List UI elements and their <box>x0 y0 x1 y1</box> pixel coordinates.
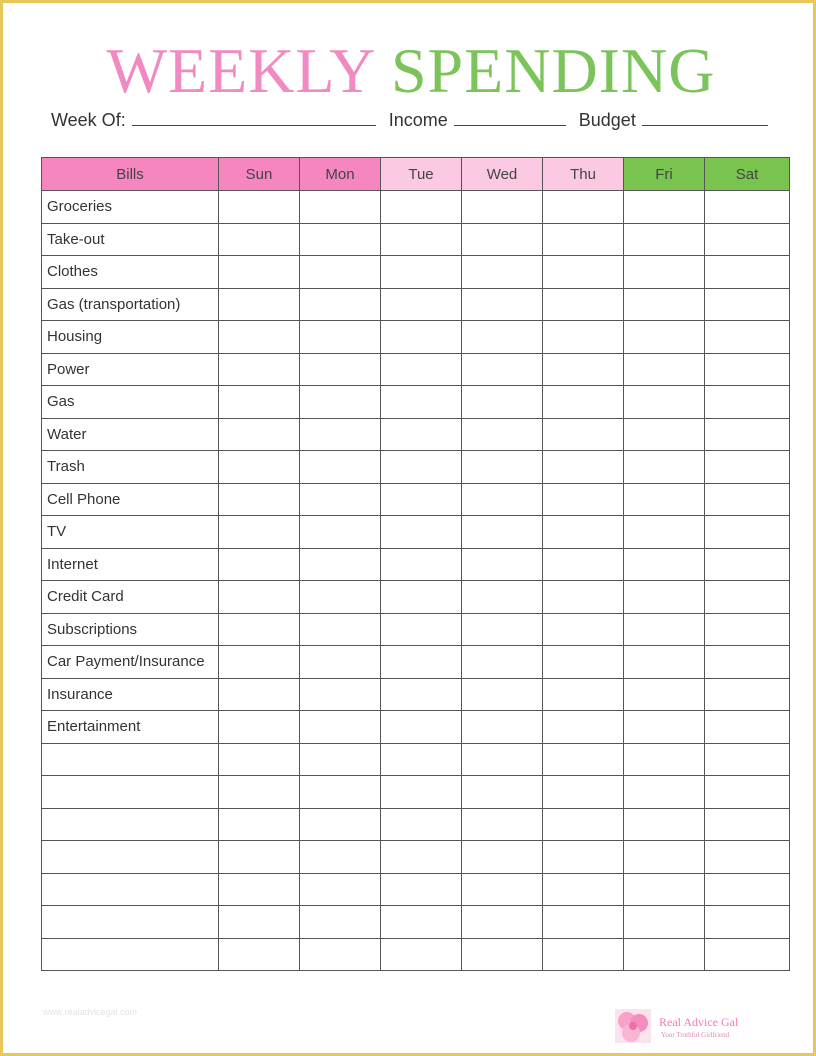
amount-cell[interactable] <box>381 711 462 744</box>
amount-cell[interactable] <box>543 711 624 744</box>
amount-cell[interactable] <box>381 353 462 386</box>
amount-cell[interactable] <box>543 288 624 321</box>
amount-cell[interactable] <box>300 288 381 321</box>
table-row <box>42 451 790 484</box>
amount-cell[interactable] <box>219 841 300 874</box>
amount-cell[interactable] <box>300 548 381 581</box>
amount-cell[interactable] <box>462 288 543 321</box>
table-row <box>42 321 790 354</box>
table-row <box>42 288 790 321</box>
amount-cell[interactable] <box>462 938 543 971</box>
header-fields <box>51 109 781 131</box>
spending-table <box>41 157 790 971</box>
amount-cell[interactable] <box>624 613 705 646</box>
amount-cell[interactable] <box>543 613 624 646</box>
amount-cell[interactable] <box>705 808 790 841</box>
bill-label: Groceries <box>42 191 219 224</box>
amount-cell[interactable] <box>705 516 790 549</box>
amount-cell[interactable] <box>705 386 790 419</box>
amount-cell[interactable] <box>462 223 543 256</box>
amount-cell[interactable] <box>300 678 381 711</box>
amount-cell[interactable] <box>381 613 462 646</box>
amount-cell[interactable] <box>624 256 705 289</box>
amount-cell[interactable] <box>462 321 543 354</box>
amount-cell[interactable] <box>705 646 790 679</box>
amount-cell[interactable] <box>705 841 790 874</box>
amount-cell[interactable] <box>381 776 462 809</box>
amount-cell[interactable] <box>300 386 381 419</box>
amount-cell[interactable] <box>543 581 624 614</box>
bill-label: Cell Phone <box>42 483 219 516</box>
column-header-thu: Thu <box>543 158 624 191</box>
amount-cell[interactable] <box>381 256 462 289</box>
amount-cell[interactable] <box>543 548 624 581</box>
bill-label <box>42 776 219 809</box>
amount-cell[interactable] <box>381 191 462 224</box>
amount-cell[interactable] <box>462 386 543 419</box>
amount-cell[interactable] <box>462 808 543 841</box>
amount-cell[interactable] <box>381 223 462 256</box>
amount-cell[interactable] <box>705 938 790 971</box>
amount-cell[interactable] <box>624 581 705 614</box>
amount-cell[interactable] <box>705 223 790 256</box>
page-title <box>3 33 816 109</box>
budget-label: Budget <box>578 110 636 130</box>
amount-cell[interactable] <box>462 678 543 711</box>
amount-cell[interactable] <box>381 906 462 939</box>
amount-cell[interactable] <box>381 451 462 484</box>
amount-cell[interactable] <box>219 483 300 516</box>
amount-cell[interactable] <box>300 451 381 484</box>
bill-label: Trash <box>42 451 219 484</box>
table-row <box>42 581 790 614</box>
amount-cell[interactable] <box>543 256 624 289</box>
amount-cell[interactable] <box>219 613 300 646</box>
amount-cell[interactable] <box>462 613 543 646</box>
amount-cell[interactable] <box>219 873 300 906</box>
amount-cell[interactable] <box>381 483 462 516</box>
amount-cell[interactable] <box>381 841 462 874</box>
amount-cell[interactable] <box>624 711 705 744</box>
amount-cell[interactable] <box>462 451 543 484</box>
bill-label: Housing <box>42 321 219 354</box>
amount-cell[interactable] <box>624 321 705 354</box>
amount-cell[interactable] <box>543 808 624 841</box>
amount-cell[interactable] <box>381 678 462 711</box>
amount-cell[interactable] <box>462 483 543 516</box>
amount-cell[interactable] <box>219 321 300 354</box>
amount-cell[interactable] <box>543 873 624 906</box>
amount-cell[interactable] <box>219 191 300 224</box>
amount-cell[interactable] <box>300 191 381 224</box>
bill-label: Water <box>42 418 219 451</box>
amount-cell[interactable] <box>624 743 705 776</box>
amount-cell[interactable] <box>543 223 624 256</box>
amount-cell[interactable] <box>624 483 705 516</box>
watermark: www.realadvicegal.com <box>43 1007 138 1017</box>
table-row <box>42 548 790 581</box>
amount-cell[interactable] <box>543 321 624 354</box>
bill-label: Power <box>42 353 219 386</box>
amount-cell[interactable] <box>219 451 300 484</box>
amount-cell[interactable] <box>462 191 543 224</box>
bill-label <box>42 808 219 841</box>
amount-cell[interactable] <box>462 581 543 614</box>
flower-icon <box>615 1009 651 1043</box>
amount-cell[interactable] <box>300 223 381 256</box>
table-row <box>42 418 790 451</box>
column-header-mon: Mon <box>300 158 381 191</box>
amount-cell[interactable] <box>624 548 705 581</box>
amount-cell[interactable] <box>300 776 381 809</box>
amount-cell[interactable] <box>219 906 300 939</box>
amount-cell[interactable] <box>543 516 624 549</box>
amount-cell[interactable] <box>300 418 381 451</box>
amount-cell[interactable] <box>624 873 705 906</box>
amount-cell[interactable] <box>705 418 790 451</box>
table-row <box>42 613 790 646</box>
amount-cell[interactable] <box>381 516 462 549</box>
table-row <box>42 906 790 939</box>
amount-cell[interactable] <box>300 483 381 516</box>
bill-label: Clothes <box>42 256 219 289</box>
amount-cell[interactable] <box>705 321 790 354</box>
amount-cell[interactable] <box>300 516 381 549</box>
amount-cell[interactable] <box>624 191 705 224</box>
amount-cell[interactable] <box>381 808 462 841</box>
amount-cell[interactable] <box>381 873 462 906</box>
amount-cell[interactable] <box>219 418 300 451</box>
amount-cell[interactable] <box>381 548 462 581</box>
amount-cell[interactable] <box>624 841 705 874</box>
amount-cell[interactable] <box>624 646 705 679</box>
table-row <box>42 776 790 809</box>
amount-cell[interactable] <box>705 613 790 646</box>
table-row <box>42 646 790 679</box>
week-of-label: Week Of: <box>51 110 126 130</box>
amount-cell[interactable] <box>462 776 543 809</box>
amount-cell[interactable] <box>543 353 624 386</box>
table-header-row <box>42 158 790 191</box>
amount-cell[interactable] <box>300 256 381 289</box>
amount-cell[interactable] <box>624 386 705 419</box>
amount-cell[interactable] <box>462 353 543 386</box>
budget-field[interactable] <box>642 109 768 126</box>
amount-cell[interactable] <box>219 548 300 581</box>
amount-cell[interactable] <box>543 776 624 809</box>
bill-label: Car Payment/Insurance <box>42 646 219 679</box>
amount-cell[interactable] <box>705 906 790 939</box>
amount-cell[interactable] <box>219 386 300 419</box>
amount-cell[interactable] <box>624 808 705 841</box>
income-label: Income <box>388 110 448 130</box>
amount-cell[interactable] <box>381 581 462 614</box>
bill-label <box>42 906 219 939</box>
amount-cell[interactable] <box>624 516 705 549</box>
title-word-spending: SPENDING <box>390 35 716 106</box>
amount-cell[interactable] <box>624 288 705 321</box>
column-header-tue: Tue <box>381 158 462 191</box>
amount-cell[interactable] <box>543 418 624 451</box>
amount-cell[interactable] <box>462 906 543 939</box>
bill-label: Credit Card <box>42 581 219 614</box>
amount-cell[interactable] <box>219 288 300 321</box>
amount-cell[interactable] <box>300 938 381 971</box>
amount-cell[interactable] <box>462 743 543 776</box>
column-header-wed: Wed <box>462 158 543 191</box>
table-row <box>42 873 790 906</box>
bill-label: Gas (transportation) <box>42 288 219 321</box>
amount-cell[interactable] <box>462 646 543 679</box>
amount-cell[interactable] <box>543 386 624 419</box>
amount-cell[interactable] <box>624 678 705 711</box>
brand-logo <box>615 1009 775 1045</box>
logo-tagline: Your Truthful Girlfriend <box>661 1031 730 1039</box>
amount-cell[interactable] <box>705 353 790 386</box>
amount-cell[interactable] <box>624 451 705 484</box>
bill-label: TV <box>42 516 219 549</box>
amount-cell[interactable] <box>543 938 624 971</box>
bill-label <box>42 743 219 776</box>
amount-cell[interactable] <box>624 938 705 971</box>
amount-cell[interactable] <box>219 743 300 776</box>
table-row <box>42 841 790 874</box>
week-of-field[interactable] <box>132 109 376 126</box>
amount-cell[interactable] <box>219 711 300 744</box>
amount-cell[interactable] <box>219 678 300 711</box>
income-field[interactable] <box>454 109 566 126</box>
amount-cell[interactable] <box>381 938 462 971</box>
amount-cell[interactable] <box>705 288 790 321</box>
amount-cell[interactable] <box>543 483 624 516</box>
amount-cell[interactable] <box>219 938 300 971</box>
amount-cell[interactable] <box>543 451 624 484</box>
title-word-weekly: WEEKLY <box>106 35 374 106</box>
amount-cell[interactable] <box>300 743 381 776</box>
amount-cell[interactable] <box>705 776 790 809</box>
amount-cell[interactable] <box>543 191 624 224</box>
amount-cell[interactable] <box>381 321 462 354</box>
amount-cell[interactable] <box>705 191 790 224</box>
amount-cell[interactable] <box>543 678 624 711</box>
amount-cell[interactable] <box>462 548 543 581</box>
table-row <box>42 743 790 776</box>
column-header-sun: Sun <box>219 158 300 191</box>
amount-cell[interactable] <box>624 223 705 256</box>
logo-name: Real Advice Gal <box>659 1015 739 1029</box>
table-row <box>42 516 790 549</box>
amount-cell[interactable] <box>705 743 790 776</box>
table-row <box>42 223 790 256</box>
amount-cell[interactable] <box>219 223 300 256</box>
table-row <box>42 353 790 386</box>
column-header-bills: Bills <box>42 158 219 191</box>
column-header-fri: Fri <box>624 158 705 191</box>
amount-cell[interactable] <box>462 873 543 906</box>
table-row <box>42 711 790 744</box>
bill-label: Internet <box>42 548 219 581</box>
amount-cell[interactable] <box>300 873 381 906</box>
amount-cell[interactable] <box>543 841 624 874</box>
amount-cell[interactable] <box>543 906 624 939</box>
amount-cell[interactable] <box>462 841 543 874</box>
amount-cell[interactable] <box>705 581 790 614</box>
bill-label: Subscriptions <box>42 613 219 646</box>
amount-cell[interactable] <box>219 353 300 386</box>
amount-cell[interactable] <box>300 321 381 354</box>
amount-cell[interactable] <box>462 711 543 744</box>
amount-cell[interactable] <box>300 581 381 614</box>
amount-cell[interactable] <box>381 743 462 776</box>
amount-cell[interactable] <box>219 581 300 614</box>
table-row <box>42 483 790 516</box>
bill-label: Take-out <box>42 223 219 256</box>
amount-cell[interactable] <box>381 418 462 451</box>
amount-cell[interactable] <box>543 646 624 679</box>
amount-cell[interactable] <box>462 256 543 289</box>
table-row <box>42 808 790 841</box>
amount-cell[interactable] <box>300 711 381 744</box>
amount-cell[interactable] <box>543 743 624 776</box>
amount-cell[interactable] <box>300 906 381 939</box>
amount-cell[interactable] <box>624 353 705 386</box>
amount-cell[interactable] <box>624 776 705 809</box>
amount-cell[interactable] <box>219 646 300 679</box>
amount-cell[interactable] <box>462 418 543 451</box>
amount-cell[interactable] <box>705 256 790 289</box>
amount-cell[interactable] <box>219 516 300 549</box>
amount-cell[interactable] <box>705 548 790 581</box>
amount-cell[interactable] <box>219 776 300 809</box>
amount-cell[interactable] <box>462 516 543 549</box>
bill-label <box>42 873 219 906</box>
bill-label: Gas <box>42 386 219 419</box>
amount-cell[interactable] <box>300 841 381 874</box>
column-header-sat: Sat <box>705 158 790 191</box>
amount-cell[interactable] <box>624 418 705 451</box>
table-row <box>42 191 790 224</box>
amount-cell[interactable] <box>381 646 462 679</box>
amount-cell[interactable] <box>219 808 300 841</box>
amount-cell[interactable] <box>705 483 790 516</box>
table-row <box>42 256 790 289</box>
bill-label <box>42 841 219 874</box>
amount-cell[interactable] <box>300 808 381 841</box>
amount-cell[interactable] <box>705 873 790 906</box>
table-row <box>42 938 790 971</box>
table-row <box>42 386 790 419</box>
amount-cell[interactable] <box>381 386 462 419</box>
amount-cell[interactable] <box>381 288 462 321</box>
amount-cell[interactable] <box>219 256 300 289</box>
bill-label: Entertainment <box>42 711 219 744</box>
amount-cell[interactable] <box>300 613 381 646</box>
amount-cell[interactable] <box>705 711 790 744</box>
amount-cell[interactable] <box>300 646 381 679</box>
amount-cell[interactable] <box>705 451 790 484</box>
bill-label <box>42 938 219 971</box>
amount-cell[interactable] <box>624 906 705 939</box>
table-row <box>42 678 790 711</box>
amount-cell[interactable] <box>300 353 381 386</box>
amount-cell[interactable] <box>705 678 790 711</box>
bill-label: Insurance <box>42 678 219 711</box>
